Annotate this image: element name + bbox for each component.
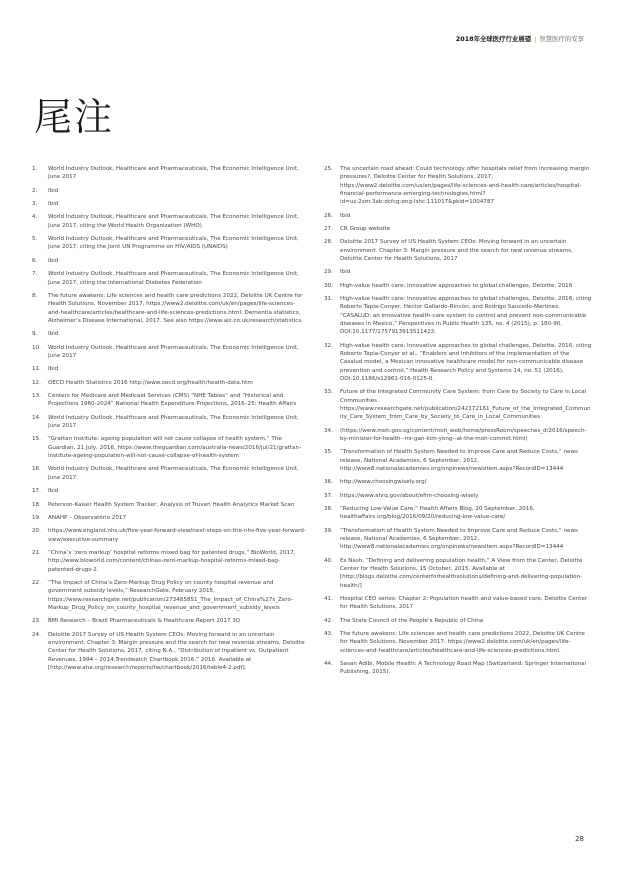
endnote-text: “Grattan Institute: ageing population will not cause collapse of health system,” The Guardian, 21 July, 2016, https://www.theguardian.com/australia-news/2016/jul/21/grattan-institute-ageing-population-will-not-cause-collapse-of-health-system [48, 436, 302, 460]
endnote-item [32, 631, 307, 672]
endnote-number: 24. [32, 631, 41, 638]
endnote-item [324, 165, 592, 206]
endnote-text: Ibid [48, 187, 59, 194]
endnote-text: BMI Research – Brazil Pharmaceuticals & Healthcare Report 2017 3Q [48, 618, 241, 625]
endnotes-left-column [32, 165, 307, 677]
endnote-item [324, 212, 592, 220]
endnote-text: Ibid [340, 212, 351, 219]
endnote-text: High-value health care: Innovative approaches to global challenges, Deloitte, 2016, citing Roberto Tapia-Conyer et al., “Enablers and inhibitors of the implementation of the Casalud model, a Mexican innovative healthcare model for non-communicable disease prevention and control,” Health Research Policy and Systems 14, no. 51 (2016), DOI:10.1186/s12961-016-0125-0. [340, 342, 592, 382]
endnote-number: 16. [32, 466, 41, 473]
endnote-item [32, 330, 307, 338]
endnote-number: 17. [32, 488, 41, 495]
endnote-text: “Reducing Low-Value Care,” Health Affairs Blog, 20 September, 2016, healthaffairs.org/blog/2016/09/20/reducing-low-value-care/ [340, 506, 535, 521]
endnote-item [32, 379, 307, 387]
endnote-item [324, 617, 592, 625]
endnote-number: 21. [32, 549, 41, 556]
endnote-item [324, 527, 592, 552]
endnote-text: The future awakens: Life sciences and health care predictions 2022, Deloitte UK Centre for Health Solutions, November 2017, https://www2.deloitte.com/uk/en/pages/life-sciences-and-healthcare/articles/healthcare-and-life-sciences-predictions.html. Dementia statistics, Alzheimer’s Disease International, 2017. See also https://www.alz.co.uk/research/statistics. [48, 292, 304, 324]
endnote-item [324, 448, 592, 473]
endnote-text: Deloitte 2017 Survey of US Health System CEOs: Moving forward in an uncertain environment. Chapter 3: Margin pressure and the search for new revenue streams, Deloitte Center for Health Solutions, 2017 [340, 239, 573, 262]
endnote-item [324, 595, 592, 612]
endnote-number: 28. [324, 239, 333, 246]
endnote-text: Peterson-Kaiser Health System Tracker, Analysis of Truven Health Analytics Market Scan [48, 501, 295, 508]
endnote-number: 31. [324, 296, 333, 303]
endnote-item [324, 238, 592, 263]
endnote-number: 23. [32, 618, 41, 625]
endnote-number: 42. [324, 617, 333, 624]
endnote-item [32, 617, 307, 625]
endnote-text: World Industry Outlook, Healthcare and Pharmaceuticals, The Economic Intelligence Unit, June 2017, citing the World Health Organization (WHO) [48, 214, 299, 229]
endnote-item [324, 478, 592, 486]
endnote-text: World Industry Outlook, Healthcare and Pharmaceuticals, The Economic Intelligence Unit, June 2017 [48, 344, 299, 359]
endnote-text: World Industry Outlook, Healthcare and Pharmaceuticals, The Economic Intelligence Unit, June 2017, citing the Joint UN Programme on HIV/AIDS (UNAIDS) [48, 236, 299, 251]
endnote-number: 29. [324, 269, 333, 276]
endnote-text: “China’s ‘zero markup’ hospital reforms mixed bag for patented drugs,” BioWorld, 2017, http://www.bioworld.com/content/chinas-zero-markup-hospital-reforms-mixed-bag-patented-drugs-2. [48, 549, 296, 573]
endnote-item [32, 465, 307, 482]
endnote-number: 37. [324, 492, 333, 499]
endnote-item [32, 200, 307, 208]
endnote-number: 18. [32, 501, 41, 508]
endnote-text: “Transformation of Health System Needed to Improve Care and Reduce Costs,” news release, National Academies, 6 September, 2012, http://www8.nationalacademies.org/onpinews/newsitem.aspx?RecordID=13444 [340, 527, 578, 551]
endnote-number: 9. [32, 331, 38, 338]
endnote-item [32, 414, 307, 431]
endnote-item [32, 213, 307, 230]
endnote-item [324, 630, 592, 655]
endnote-text: The future awakens: Life sciences and health care predictions 2022, Deloitte UK Centre for Health Solutions, November 2017, https://www2.deloitte.com/uk/en/pages/life-sciences-and-healthcare/articles/healthcare-and-life-sciences-predictions.html. [340, 631, 585, 654]
endnote-item [32, 435, 307, 460]
endnote-number: 13. [32, 393, 41, 400]
endnote-item [32, 235, 307, 252]
endnote-item [32, 514, 307, 522]
endnote-text: High-value health care: Innovative approaches to global challenges, Deloitte, 2016 [340, 282, 573, 289]
endnote-text: “Transformation of Health System Needed to Improve Care and Reduce Costs,” news release, National Academies, 6 September, 2012, http://www8.nationalacademies.org/onpinews/newsitem.aspx?RecordID=13444 [340, 449, 578, 472]
header-topic: 智慧医疗的安享 [539, 35, 584, 43]
endnote-text: Future of the Integrated Community Care System: from Care by Society to Care in Local Communities. https://www.researchgate.net/publication/242172161_Future_of_the_Integrated_Community_Care_System_from_Care_by_Society_to_Care_in_Local_Communities [340, 389, 591, 421]
endnote-number: 5. [32, 236, 38, 243]
endnote-number: 3. [32, 201, 38, 208]
endnote-text: CR Group website [340, 225, 391, 232]
endnote-item [32, 292, 307, 325]
endnote-item [324, 268, 592, 276]
endnote-number: 40. [324, 557, 333, 564]
endnote-number: 22. [32, 579, 41, 586]
endnote-number: 20. [32, 528, 41, 535]
endnote-text: Ibid [48, 201, 59, 208]
endnote-item [32, 270, 307, 287]
endnote-number: 44. [324, 661, 333, 668]
endnote-item [324, 342, 592, 383]
endnote-number: 39. [324, 527, 333, 534]
endnote-number: 30. [324, 282, 333, 289]
endnote-number: 1. [32, 166, 38, 172]
endnote-item [324, 295, 592, 336]
endnote-number: 25. [324, 166, 333, 172]
endnote-text: World Industry Outlook, Healthcare and Pharmaceuticals, The Economic Intelligence Unit, June 2017, citing the International Diabetes Federation [48, 271, 299, 286]
endnote-item [32, 365, 307, 373]
endnote-item [32, 487, 307, 495]
header-separator: | [534, 35, 537, 43]
publication-title: 2018年全球医疗行业展望 [455, 35, 532, 43]
endnote-text: Ibid [48, 331, 59, 338]
endnote-text: High-value health care: Innovative approaches to global challenges, Deloitte, 2016, citing Roberto Tapia-Conyer, Héctor Gallardo-Rincón, and Rodrigo Saucedo-Martinez, “CASALUD: an innovative health-care system to control and prevent non-communicable diseases in Mexico,” Perspectives in Public Health 135, no. 4 (2015), p. 180-90, DOI:10.1177/1757913913511423. [340, 296, 592, 336]
endnote-number: 33. [324, 389, 333, 396]
endnote-text: World Industry Outlook, Healthcare and Pharmaceuticals, The Economic Intelligence Unit, June 2017 [48, 414, 299, 430]
endnote-number: 36. [324, 479, 333, 486]
endnote-number: 32. [324, 342, 333, 349]
endnote-item [324, 282, 592, 290]
endnote-item [32, 579, 307, 612]
endnote-text: (https://www.moh.gov.sg/content/moh_web/home/pressRoom/speeches_d/2016/speech-by-minister-for-health--mr-gan-kim-yong--at-the-moh-commit.html) [340, 427, 587, 442]
endnote-text: Es Nash, “Defining and delivering population health,” A View from the Center, Deloitte Center for Health Solutions, 15 October, 2015. Available at [http://blogs.deloitte.com/centerforhealthsolutions/defining-and-delivering-population-health/] [340, 557, 583, 589]
endnote-text: Ibid [48, 488, 59, 495]
endnote-text: https://www.ahrq.gov/about/efim-choosing-wisely [340, 492, 479, 499]
endnote-number: 4. [32, 214, 38, 221]
endnote-number: 11. [32, 366, 41, 373]
endnote-number: 6. [32, 257, 38, 264]
endnote-text: http://www.choosingwisely.org/ [340, 479, 427, 486]
endnote-number: 10. [32, 344, 41, 351]
endnote-item [324, 492, 592, 500]
endnote-text: World Industry Outlook, Healthcare and Pharmaceuticals, The Economic Intelligence Unit, June 2017 [48, 166, 299, 181]
endnote-item [324, 427, 592, 444]
endnote-number: 35. [324, 449, 333, 456]
endnote-text: Ibid [340, 269, 351, 276]
endnote-number: 43. [324, 631, 333, 638]
endnote-item [324, 388, 592, 421]
endnote-text: “The Impact of China’s Zero-Markup Drug Policy on county hospital revenue and government subsidy levels,” ResearchGate, February 2015, https://www.researchgate.net/publication/273485851_The_Impact_of_China%27s_Zero-Markup_Drug_Policy_on_county_hospital_revenue_and_government_subsidy_levels [48, 579, 294, 611]
endnote-number: 26. [324, 212, 333, 219]
endnote-item [32, 187, 307, 195]
endnote-item [32, 549, 307, 574]
endnote-item [32, 527, 307, 544]
endnote-item [324, 660, 592, 677]
endnote-item [32, 344, 307, 361]
endnote-text: World Industry Outlook, Healthcare and Pharmaceuticals, The Economic Intelligence Unit, June 2017 [48, 466, 299, 481]
endnote-text: Centers for Medicare and Medicaid Services (CMS) “NHE Tables” and “Historical and Projections 1960-2024” National Health Expenditure Projections, 2016–25: Health Affairs [48, 393, 297, 408]
endnote-text: The State Council of the People’s Republic of China [340, 617, 484, 624]
endnote-number: 38. [324, 506, 333, 513]
endnote-text: Hospital CEO series: Chapter 2: Population health and value-based care, Deloitte Center for Health Solutions, 2017 [340, 595, 588, 611]
endnote-number: 8. [32, 292, 38, 299]
endnote-number: 19. [32, 514, 41, 521]
endnote-number: 34. [324, 427, 333, 434]
running-header [456, 34, 584, 43]
endnote-number: 15. [32, 436, 41, 443]
endnote-text: The uncertain road ahead: Could technology offer hospitals relief from increasing margin pressures?, Deloitte Center for Health Solutions, 2017, https://www2.deloitte.com/us/en/pages/life-sciences-and-health-care/articles/hospital-financial-performance-emerging-technologies.html?id=us:2sm:3ab:dcfcg:eng:lshc:111017&pkid=1004787 [340, 166, 590, 206]
endnote-text: Sasan Adibi, Mobile Health: A Technology Road Map (Switzerland: Springer International Publishing, 2015). [340, 661, 587, 676]
page-title: 尾注 [34, 95, 115, 139]
endnote-number: 27. [324, 225, 333, 232]
endnote-text: OECD Health Statistics 2016 http://www.oecd.org/health/health-data.htm [48, 379, 253, 386]
endnotes-right-column [324, 165, 592, 682]
endnote-item [324, 225, 592, 233]
endnote-number: 7. [32, 271, 38, 278]
endnote-text: ANAHP – Observatório 2017 [48, 514, 127, 521]
endnote-item [32, 392, 307, 409]
endnote-text: https://www.england.nhs.uk/five-year-forward-view/next-steps-on-the-nhs-five-year-forward-view/executive-summary [48, 528, 306, 543]
endnote-text: Ibid [48, 257, 59, 264]
endnote-number: 2. [32, 187, 38, 194]
endnote-number: 41. [324, 595, 333, 602]
endnote-item [324, 505, 592, 522]
endnote-item [32, 257, 307, 265]
page-number: 28 [575, 835, 584, 843]
endnote-number: 12. [32, 379, 41, 386]
endnote-text: Ibid [48, 366, 59, 373]
endnote-text: Deloitte 2017 Survey of US Health System CEOs: Moving forward in an uncertain environment. Chapter 3: Margin pressure and the search for new revenue streams, Deloitte Center for Health Solutions, 2017, citing N.A., “Distribution of Inpatient vs. Outpatient Revenues, 1994 – 2014,Trendwatch Chartbook 2016.” 2016. Available at [http://www.aha.org/research/reports/tw/chartbook/2016/table4-2.pdf]. [48, 631, 305, 671]
endnote-item [324, 557, 592, 590]
endnote-item [32, 501, 307, 509]
endnote-number: 14. [32, 414, 41, 421]
endnote-item [32, 165, 307, 182]
